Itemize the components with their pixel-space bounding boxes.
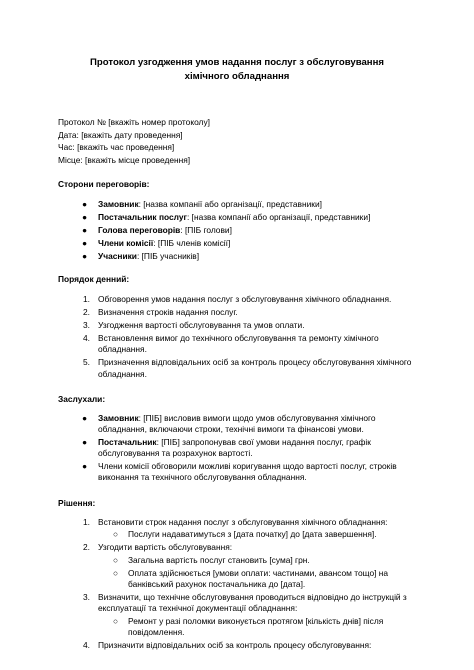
heard-heading: Заслухали:	[58, 393, 106, 404]
list-item	[58, 616, 416, 638]
party-label: Замовник	[98, 199, 139, 209]
bullet-icon: ●	[82, 238, 88, 248]
list-item	[58, 555, 416, 566]
list-item	[58, 199, 416, 210]
decision-sublist	[58, 529, 416, 540]
list-item	[58, 568, 416, 590]
list-item: 2. Визначення строків надання послуг.	[83, 307, 238, 318]
agenda-text: Узгодження вартості обслуговування та умов оплати.	[98, 320, 305, 331]
bullet-icon: ●	[82, 212, 88, 222]
parties-list	[58, 199, 416, 262]
document-title: Протокол узгодження умов надання послуг з обслуговування хімічного обладнання	[90, 57, 384, 82]
decisions-heading: Рішення:	[58, 497, 96, 508]
circle-bullet-icon: ○	[113, 555, 119, 566]
party-label: Члени комісії	[98, 238, 154, 248]
protocol-number: Протокол № [вкажіть номер протоколу]	[58, 117, 210, 127]
decision-subtext: Послуги надаватимуться з [дата початку] до [дата завершення].	[128, 529, 377, 540]
bullet-icon: ●	[82, 412, 88, 423]
decision-text: Встановити строк надання послуг з обслуговування хімічного обладнання:	[98, 516, 388, 527]
list-item	[58, 225, 416, 236]
heard-label: Замовник	[98, 412, 139, 423]
agenda-text: Встановлення вимог до технічного обслуговування та ремонту хімічного обладнання.	[98, 333, 379, 355]
bullet-icon: ●	[82, 225, 88, 235]
list-item: 3. Визначити, що технічне обслуговування проводиться відповідно до інструкцій з експлуатації та технічної документації обладнання: ○ Ремонт у разі поломки виконується протягом [кількість днів] після повідомлення.	[58, 592, 416, 638]
list-item	[58, 251, 416, 262]
list-item	[58, 529, 416, 540]
heard-label: Постачальник	[98, 437, 157, 448]
circle-bullet-icon: ○	[113, 529, 119, 540]
list-item: 5. Призначення відповідальних осіб за контроль процесу обслуговування хімічного обладнання.	[83, 357, 412, 379]
list-item: 4. Встановлення вимог до технічного обслуговування та ремонту хімічного обладнання.	[83, 333, 379, 355]
heard-text: : [ПІБ] запропонував свої умови надання послуг, графік обслуговування та розрахунок вартості.	[98, 437, 371, 459]
party-text: : [назва компанії або організації, представники]	[138, 199, 322, 209]
list-item: 4. Призначити відповідальних осіб за контроль процесу обслуговування:	[83, 640, 372, 651]
decision-sublist	[58, 616, 416, 638]
agenda-heading: Порядок денний:	[58, 274, 130, 285]
list-item: 3. Узгодження вартості обслуговування та умов оплати.	[83, 320, 305, 331]
list-item	[58, 238, 416, 249]
decision-text: Призначити відповідальних осіб за контроль процесу обслуговування:	[98, 640, 372, 651]
decision-text: Визначити, що технічне обслуговування проводиться відповідно до інструкцій з експлуатації та технічної документації обладнання:	[98, 592, 407, 614]
list-item	[58, 437, 416, 459]
party-label: Голова переговорів	[98, 225, 181, 235]
heard-text: Члени комісії обговорили можливі коригування щодо вартості послуг, строків виконання та технічного обслуговування обладнання.	[98, 461, 397, 483]
parties-heading: Сторони переговорів:	[58, 179, 150, 189]
protocol-date: Дата: [вкажіть дату проведення]	[58, 129, 183, 140]
protocol-place: Місце: [вкажіть місце проведення]	[58, 154, 191, 165]
decision-subtext: Оплата здійснюється [умови оплати: частинами, авансом тощо] на банківський рахунок постачальника до [дата].	[128, 567, 389, 590]
party-label: Постачальник послуг	[98, 212, 188, 222]
circle-bullet-icon: ○	[113, 615, 119, 626]
party-text: : [ПІБ учасників]	[136, 251, 200, 261]
bullet-icon: ●	[82, 199, 88, 209]
agenda-text: Визначення строків надання послуг.	[98, 307, 238, 318]
agenda-list	[58, 294, 416, 380]
party-text: : [ПІБ членів комісії]	[153, 238, 231, 248]
protocol-meta	[58, 117, 416, 167]
bullet-icon: ●	[82, 437, 88, 448]
agenda-text: Призначення відповідальних осіб за контроль процесу обслуговування хімічного обладнання.	[98, 357, 412, 379]
decision-text: Узгодити вартість обслуговування:	[98, 542, 233, 553]
heard-list	[58, 413, 416, 484]
party-text: : [ПІБ голови]	[180, 225, 232, 235]
party-text: : [назва компанії або організації, представники]	[187, 212, 371, 222]
bullet-icon: ●	[82, 461, 88, 472]
list-item: 2. Узгодити вартість обслуговування: ○ Загальна вартість послуг становить [сума] грн. ○ Оплата здійснюється [умови оплати: частинами, авансом тощо] на банківський рахунок постачальника до [дата].	[58, 542, 416, 590]
party-label: Учасники	[98, 251, 137, 261]
decisions-list	[58, 517, 416, 652]
list-item: 1. Обговорення умов надання послуг з обслуговування хімічного обладнання.	[83, 294, 392, 305]
list-item	[58, 461, 416, 483]
list-item	[58, 413, 416, 435]
decision-subtext: Ремонт у разі поломки виконується протягом [кількість днів] після повідомлення.	[128, 615, 384, 638]
agenda-text: Обговорення умов надання послуг з обслуговування хімічного обладнання.	[98, 294, 392, 305]
circle-bullet-icon: ○	[113, 567, 119, 578]
list-item: 1. Встановити строк надання послуг з обслуговування хімічного обладнання: ○ Послуги надаватимуться з [дата початку] до [дата завершення].	[58, 517, 416, 541]
decision-sublist	[58, 555, 416, 590]
decision-subtext: Загальна вартість послуг становить [сума] грн.	[128, 555, 310, 566]
list-item	[58, 212, 416, 223]
bullet-icon: ●	[82, 251, 88, 261]
heard-text: : [ПІБ] висловив вимоги щодо умов обслуговування хімічного обладнання, включаючи строки, технічні вимоги та фінансові умови.	[98, 412, 376, 435]
protocol-time: Час: [вкажіть час проведення]	[58, 142, 175, 152]
